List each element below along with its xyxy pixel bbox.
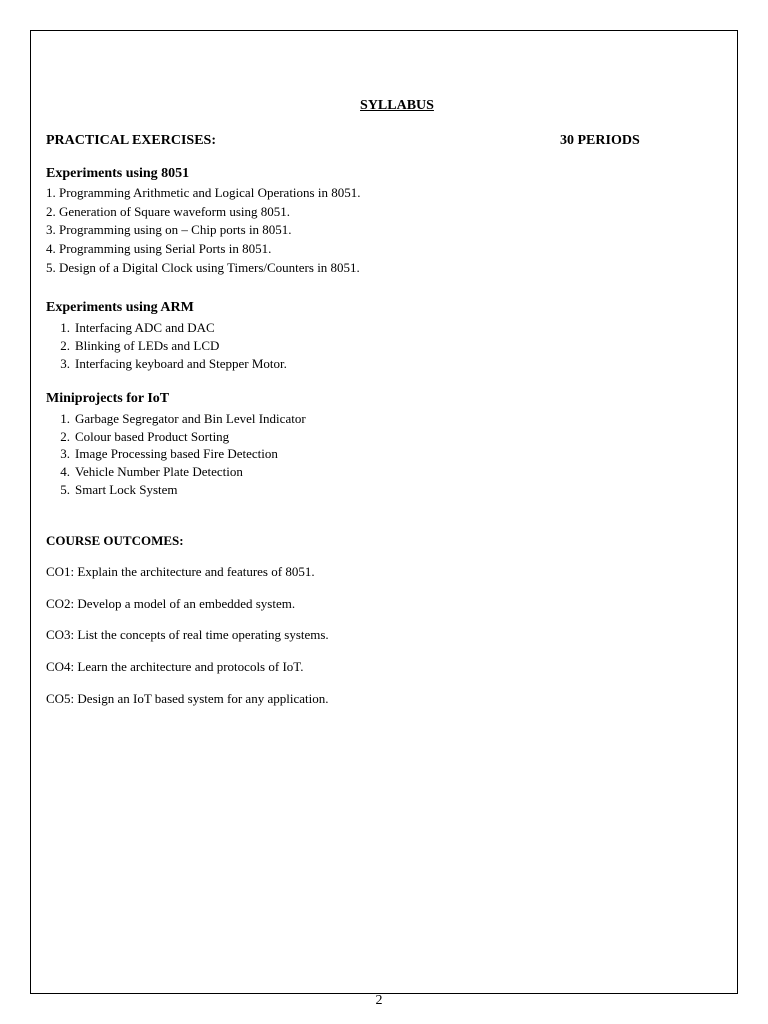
course-outcomes-heading: COURSE OUTCOMES:	[46, 533, 184, 548]
list-item-number: 4.	[60, 464, 70, 479]
list-item-number: 1.	[60, 320, 70, 335]
list-item-number: 3.	[60, 356, 70, 371]
list-item: 4. Programming using Serial Ports in 8051.	[46, 241, 272, 256]
list-item-number: 2.	[60, 429, 70, 444]
list-item-number: 3.	[60, 446, 70, 461]
list-item-number: 2.	[60, 338, 70, 353]
section-heading-iot: Miniprojects for IoT	[46, 391, 170, 406]
list-item-text: Image Processing based Fire Detection	[75, 446, 278, 461]
practical-exercises-heading: PRACTICAL EXERCISES:	[46, 133, 216, 148]
list-item-text: Vehicle Number Plate Detection	[75, 464, 243, 479]
list-item: 2. Generation of Square waveform using 8051.	[46, 204, 291, 219]
list-item: 1. Programming Arithmetic and Logical Operations in 8051.	[46, 185, 361, 200]
list-item: 3. Programming using on – Chip ports in 8051.	[46, 222, 292, 237]
outcome-item: CO1: Explain the architecture and features of 8051.	[46, 564, 315, 579]
list-item: 5. Design of a Digital Clock using Timers/Counters in 8051.	[46, 260, 360, 275]
list-item-text: Garbage Segregator and Bin Level Indicator	[75, 411, 306, 426]
list-item-text: Colour based Product Sorting	[75, 429, 230, 444]
outcome-item: CO4: Learn the architecture and protocols of IoT.	[46, 659, 304, 674]
outcome-item: CO5: Design an IoT based system for any application.	[46, 691, 329, 706]
list-item-number: 5.	[60, 482, 70, 497]
list-item-number: 1.	[60, 411, 70, 426]
list-item-text: Smart Lock System	[75, 482, 178, 497]
outcome-item: CO2: Develop a model of an embedded system.	[46, 596, 296, 611]
list-item-text: Interfacing ADC and DAC	[75, 320, 215, 335]
section-heading-arm: Experiments using ARM	[46, 300, 194, 315]
page-title: SYLLABUS	[360, 98, 434, 113]
list-item-text: Interfacing keyboard and Stepper Motor.	[75, 356, 287, 371]
page-number: 2	[375, 993, 383, 1008]
section-heading-8051: Experiments using 8051	[46, 166, 190, 181]
periods-label: 30 PERIODS	[560, 133, 640, 148]
list-item-text: Blinking of LEDs and LCD	[75, 338, 220, 353]
outcome-item: CO3: List the concepts of real time operating systems.	[46, 627, 329, 642]
